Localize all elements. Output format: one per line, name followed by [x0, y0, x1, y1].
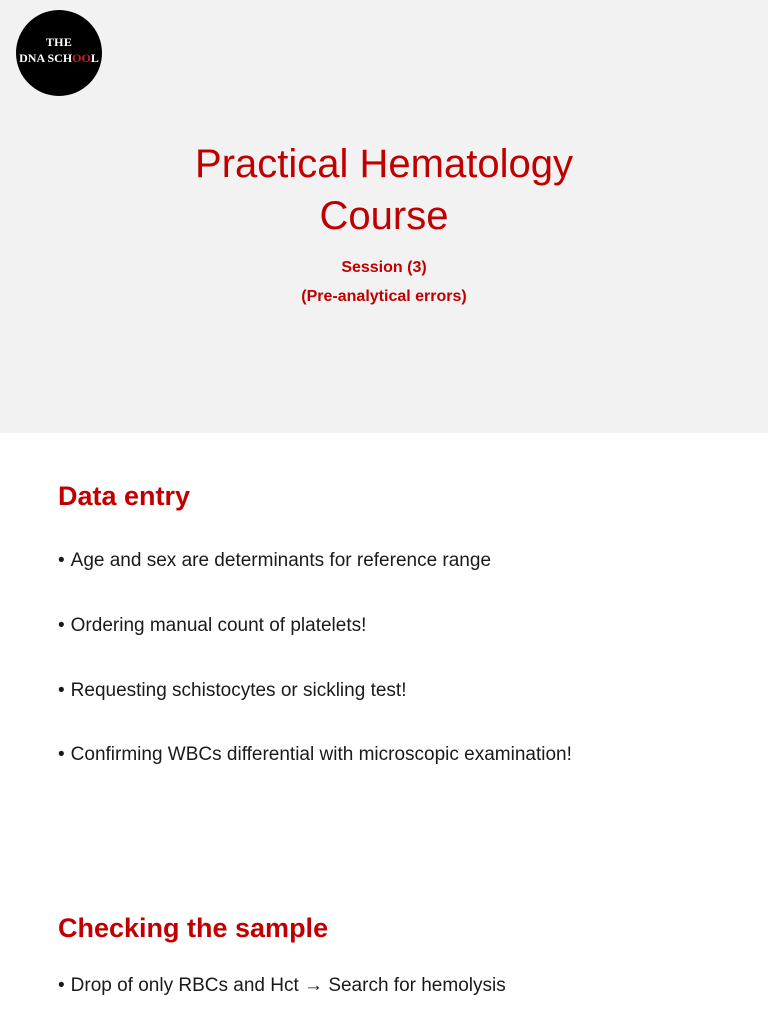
logo-text-accent: OO [72, 51, 91, 65]
bullet-dot: • [58, 550, 65, 571]
bullet-text: Requesting schistocytes or sickling test! [70, 680, 407, 701]
bullet-text: Ordering manual count of platelets! [70, 615, 367, 636]
session-topic: (Pre-analytical errors) [301, 288, 467, 305]
logo-line-2 [16, 51, 102, 66]
bullet-text: Age and sex are determinants for reference range [70, 550, 492, 571]
bullet-dot: • [58, 615, 65, 636]
bullet-item [58, 549, 491, 573]
bullet-dot: • [58, 975, 65, 996]
bullet-item [58, 679, 406, 703]
bullet-dot: • [58, 680, 65, 701]
bullet-text: Search for hemolysis [328, 975, 506, 996]
bullet-item [58, 974, 506, 998]
logo-text-part2: L [90, 51, 99, 65]
data-entry-heading: Data entry [58, 481, 191, 511]
school-logo [16, 10, 102, 96]
session-label: Session (3) [341, 259, 427, 276]
logo-line-1: THE [45, 35, 73, 49]
title-slide [0, 0, 768, 433]
bullet-item [58, 743, 572, 767]
bullet-dot: • [58, 744, 65, 765]
arrow-right-icon: → [304, 975, 324, 996]
course-title-line-2: Course [319, 194, 449, 238]
bullet-text: Confirming WBCs differential with microscopic examination! [70, 744, 572, 765]
logo-text-part1: DNA SCH [19, 51, 73, 65]
checking-sample-heading: Checking the sample [58, 913, 329, 943]
course-title-line-1: Practical Hematology [195, 142, 573, 186]
bullet-item [58, 614, 366, 638]
bullet-text: Drop of only RBCs and Hct [70, 975, 299, 996]
